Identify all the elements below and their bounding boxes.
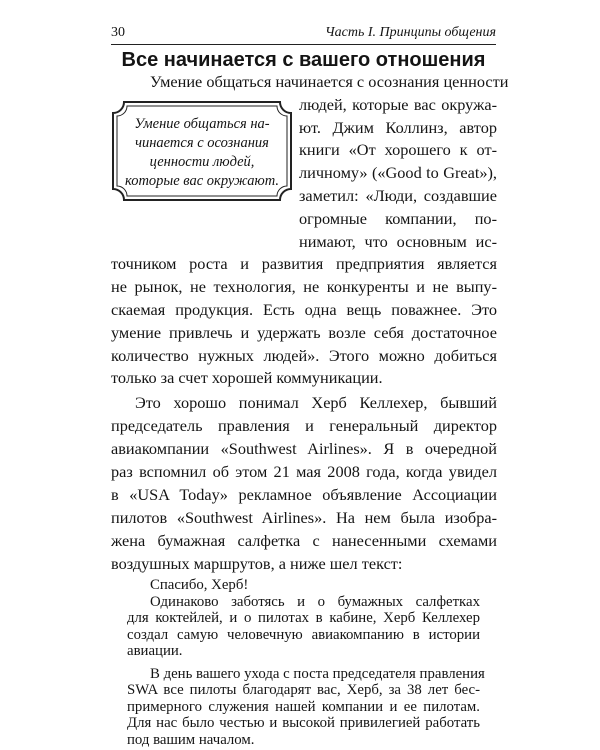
body-line: Умение общаться начинается с осознания ценности [150, 72, 509, 91]
body-line: жена бумажная салфетка с нанесенными схемами [111, 531, 497, 550]
quote-line: создал самую человечную авиакомпанию в истории [127, 626, 480, 643]
quote-line: Одинаково заботясь и о бумажных салфетках [150, 593, 480, 610]
body-line: точником роста и развития предприятия является [111, 254, 497, 273]
body-line: раз вспомнил об этом 21 мая 2008 года, когда увидел [111, 462, 497, 481]
page-number: 30 [111, 25, 125, 40]
body-line: заметил: «Люди, создавшие [299, 186, 497, 205]
running-head: Часть I. Принципы общения [325, 25, 496, 40]
body-line: не рынок, не технология, не конкуренты и не выпу- [111, 277, 497, 296]
quote-line: для коктейлей, и о пилотах в кабине, Херб Келлехер [127, 610, 480, 626]
pull-quote-line: которые вас окружают. [124, 173, 280, 189]
body-line: только за счет хорошей коммуникации. [111, 368, 383, 387]
body-line: авиакомпании «Southwest Airlines». Я в очередной [111, 439, 497, 458]
body-line: людей, которые вас окружа- [299, 95, 497, 114]
body-line: председатель правления и генеральный директор [111, 416, 497, 435]
body-line: пилотов «Southwest Airlines». На нем была изобра- [111, 508, 497, 527]
body-line: ют. Джим Коллинз, автор [299, 118, 497, 137]
section-title: Все начинается с вашего отношения [121, 49, 486, 71]
body-line: нимают, что основным ис- [299, 232, 497, 251]
body-line: книги «От хорошего к от- [299, 140, 497, 159]
header-rule [111, 44, 496, 45]
body-line: скаемая продукция. Есть одна вещь поважнее. Это [111, 300, 497, 319]
body-line: умение привлечь и удержать возле себя достаточное [111, 323, 497, 342]
body-line: количество нужных людей». Этого можно добиться [111, 346, 497, 365]
pull-quote [120, 115, 284, 191]
page-header [111, 25, 496, 45]
quote-line: под вашим началом. [127, 731, 255, 748]
pull-quote-line: Умение общаться на- [134, 116, 270, 132]
pull-quote-line: чинается с осознания [135, 135, 269, 151]
quote-line: авиации. [127, 643, 183, 659]
quote-line: Спасибо, Херб! [150, 577, 249, 593]
quote-line: Для нас было честью и высокой привилегией работать [127, 715, 480, 731]
body-line: в «USA Today» рекламное объявление Ассоциации [111, 485, 497, 504]
body-line: воздушных маршрутов, а ниже шел текст: [111, 554, 403, 573]
pull-quote-line: ценности людей, [149, 154, 255, 170]
quote-line: В день вашего ухода с поста председателя правления [150, 665, 485, 682]
body-line: личному» («Good to Great»), [299, 163, 497, 182]
body-line: огромные компании, по- [299, 209, 497, 228]
body-line: Это хорошо понимал Херб Келлехер, бывший [135, 393, 497, 412]
quote-line: SWA все пилоты благодарят вас, Херб, за 38 лет бес- [127, 682, 480, 698]
quote-line: примерного служения нашей компании и ее пилотам. [127, 698, 480, 715]
